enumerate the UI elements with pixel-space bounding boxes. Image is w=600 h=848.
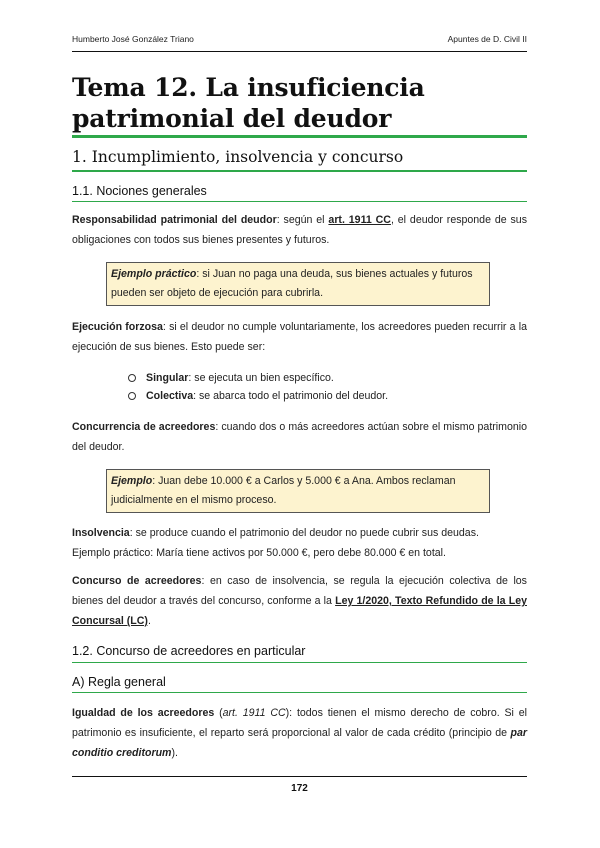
text: Ejemplo práctico: María tiene activos por 50.000 €, pero debe 80.000 € en total. — [72, 547, 446, 559]
example-box — [106, 262, 490, 306]
example-text: : Juan debe 10.000 € a Carlos y 5.000 € a Ana. Ambos reclaman judicialmente en el mismo proceso. — [111, 475, 456, 506]
term: Igualdad de los acreedores — [72, 707, 215, 719]
term: Concurso de acreedores — [72, 575, 202, 587]
chapter-title: Tema 12. La insuficiencia patrimonial del deudor — [72, 73, 425, 133]
term: Insolvencia — [72, 527, 130, 539]
text: : según el — [276, 214, 329, 226]
section-heading: 1. Incumplimiento, insolvencia y concurso — [72, 148, 404, 166]
list-item — [128, 369, 388, 387]
term: Colectiva — [146, 390, 194, 402]
example-box — [106, 469, 490, 513]
text: ( — [214, 707, 223, 719]
subsubsection-heading-a: A) Regla general — [72, 675, 166, 689]
header-course: Apuntes de D. Civil II — [447, 34, 527, 44]
text: : se produce cuando el patrimonio del deudor no puede cubrir sus deudas. — [129, 527, 479, 539]
execution-types-list — [128, 369, 388, 405]
section-rule — [72, 170, 527, 172]
example-label: Ejemplo práctico — [111, 268, 197, 280]
text: : en caso de insolvencia, se regula la ejecución colectiva de los bienes del deudor a través del concurso, conforme a la — [72, 575, 527, 607]
text: : se ejecuta un bien específico. — [188, 372, 334, 384]
text: : si el deudor no cumple voluntariamente, los acreedores pueden recurrir a la ejecución de sus bienes. Esto puede ser: — [72, 321, 527, 353]
page-number: 172 — [291, 783, 308, 794]
text: . — [147, 615, 151, 627]
paragraph-concurrencia — [72, 417, 527, 457]
term: Responsabilidad patrimonial del deudor — [72, 214, 277, 226]
paragraph-concurso — [72, 571, 527, 631]
header-author: Humberto José González Triano — [72, 34, 194, 44]
citation: art. 1911 CC — [222, 707, 286, 719]
page-header — [72, 34, 527, 44]
title-rule — [72, 135, 527, 138]
latin-principle: par conditio creditorum — [72, 727, 527, 759]
example-label: Ejemplo — [111, 475, 153, 487]
subsection-heading-1-2: 1.2. Concurso de acreedores en particular — [72, 644, 306, 658]
term: Singular — [146, 372, 189, 384]
list-item — [128, 387, 388, 405]
legal-reference: art. 1911 CC — [328, 214, 391, 226]
text: , el deudor responde de sus obligaciones con todos sus bienes presentes y futuros. — [72, 214, 527, 246]
subsubsection-rule — [72, 692, 527, 693]
subsection-rule — [72, 201, 527, 202]
footer-rule — [72, 776, 527, 777]
text: ): todos tienen el mismo derecho de cobro. Si el patrimonio es insuficiente, el reparto será proporcional al valor de cada crédito (principio de — [72, 707, 527, 739]
text: : cuando dos o más acreedores actúan sobre el mismo patrimonio del deudor. — [72, 421, 527, 453]
paragraph-ejecucion — [72, 317, 527, 357]
header-rule — [72, 51, 527, 52]
text: : se abarca todo el patrimonio del deudor. — [193, 390, 389, 402]
paragraph-igualdad — [72, 703, 527, 763]
subsection-rule — [72, 662, 527, 663]
subsection-heading-1-1: 1.1. Nociones generales — [72, 184, 207, 198]
text: ). — [171, 747, 178, 759]
paragraph-responsabilidad — [72, 210, 527, 250]
example-text: : si Juan no paga una deuda, sus bienes actuales y futuros pueden ser objeto de ejecución para cubrirla. — [111, 268, 473, 299]
paragraph-insolvencia — [72, 523, 527, 563]
term: Concurrencia de acreedores — [72, 421, 216, 433]
legal-reference: Ley 1/2020, Texto Refundido de la Ley Concursal (LC) — [72, 595, 527, 627]
term: Ejecución forzosa — [72, 321, 163, 333]
